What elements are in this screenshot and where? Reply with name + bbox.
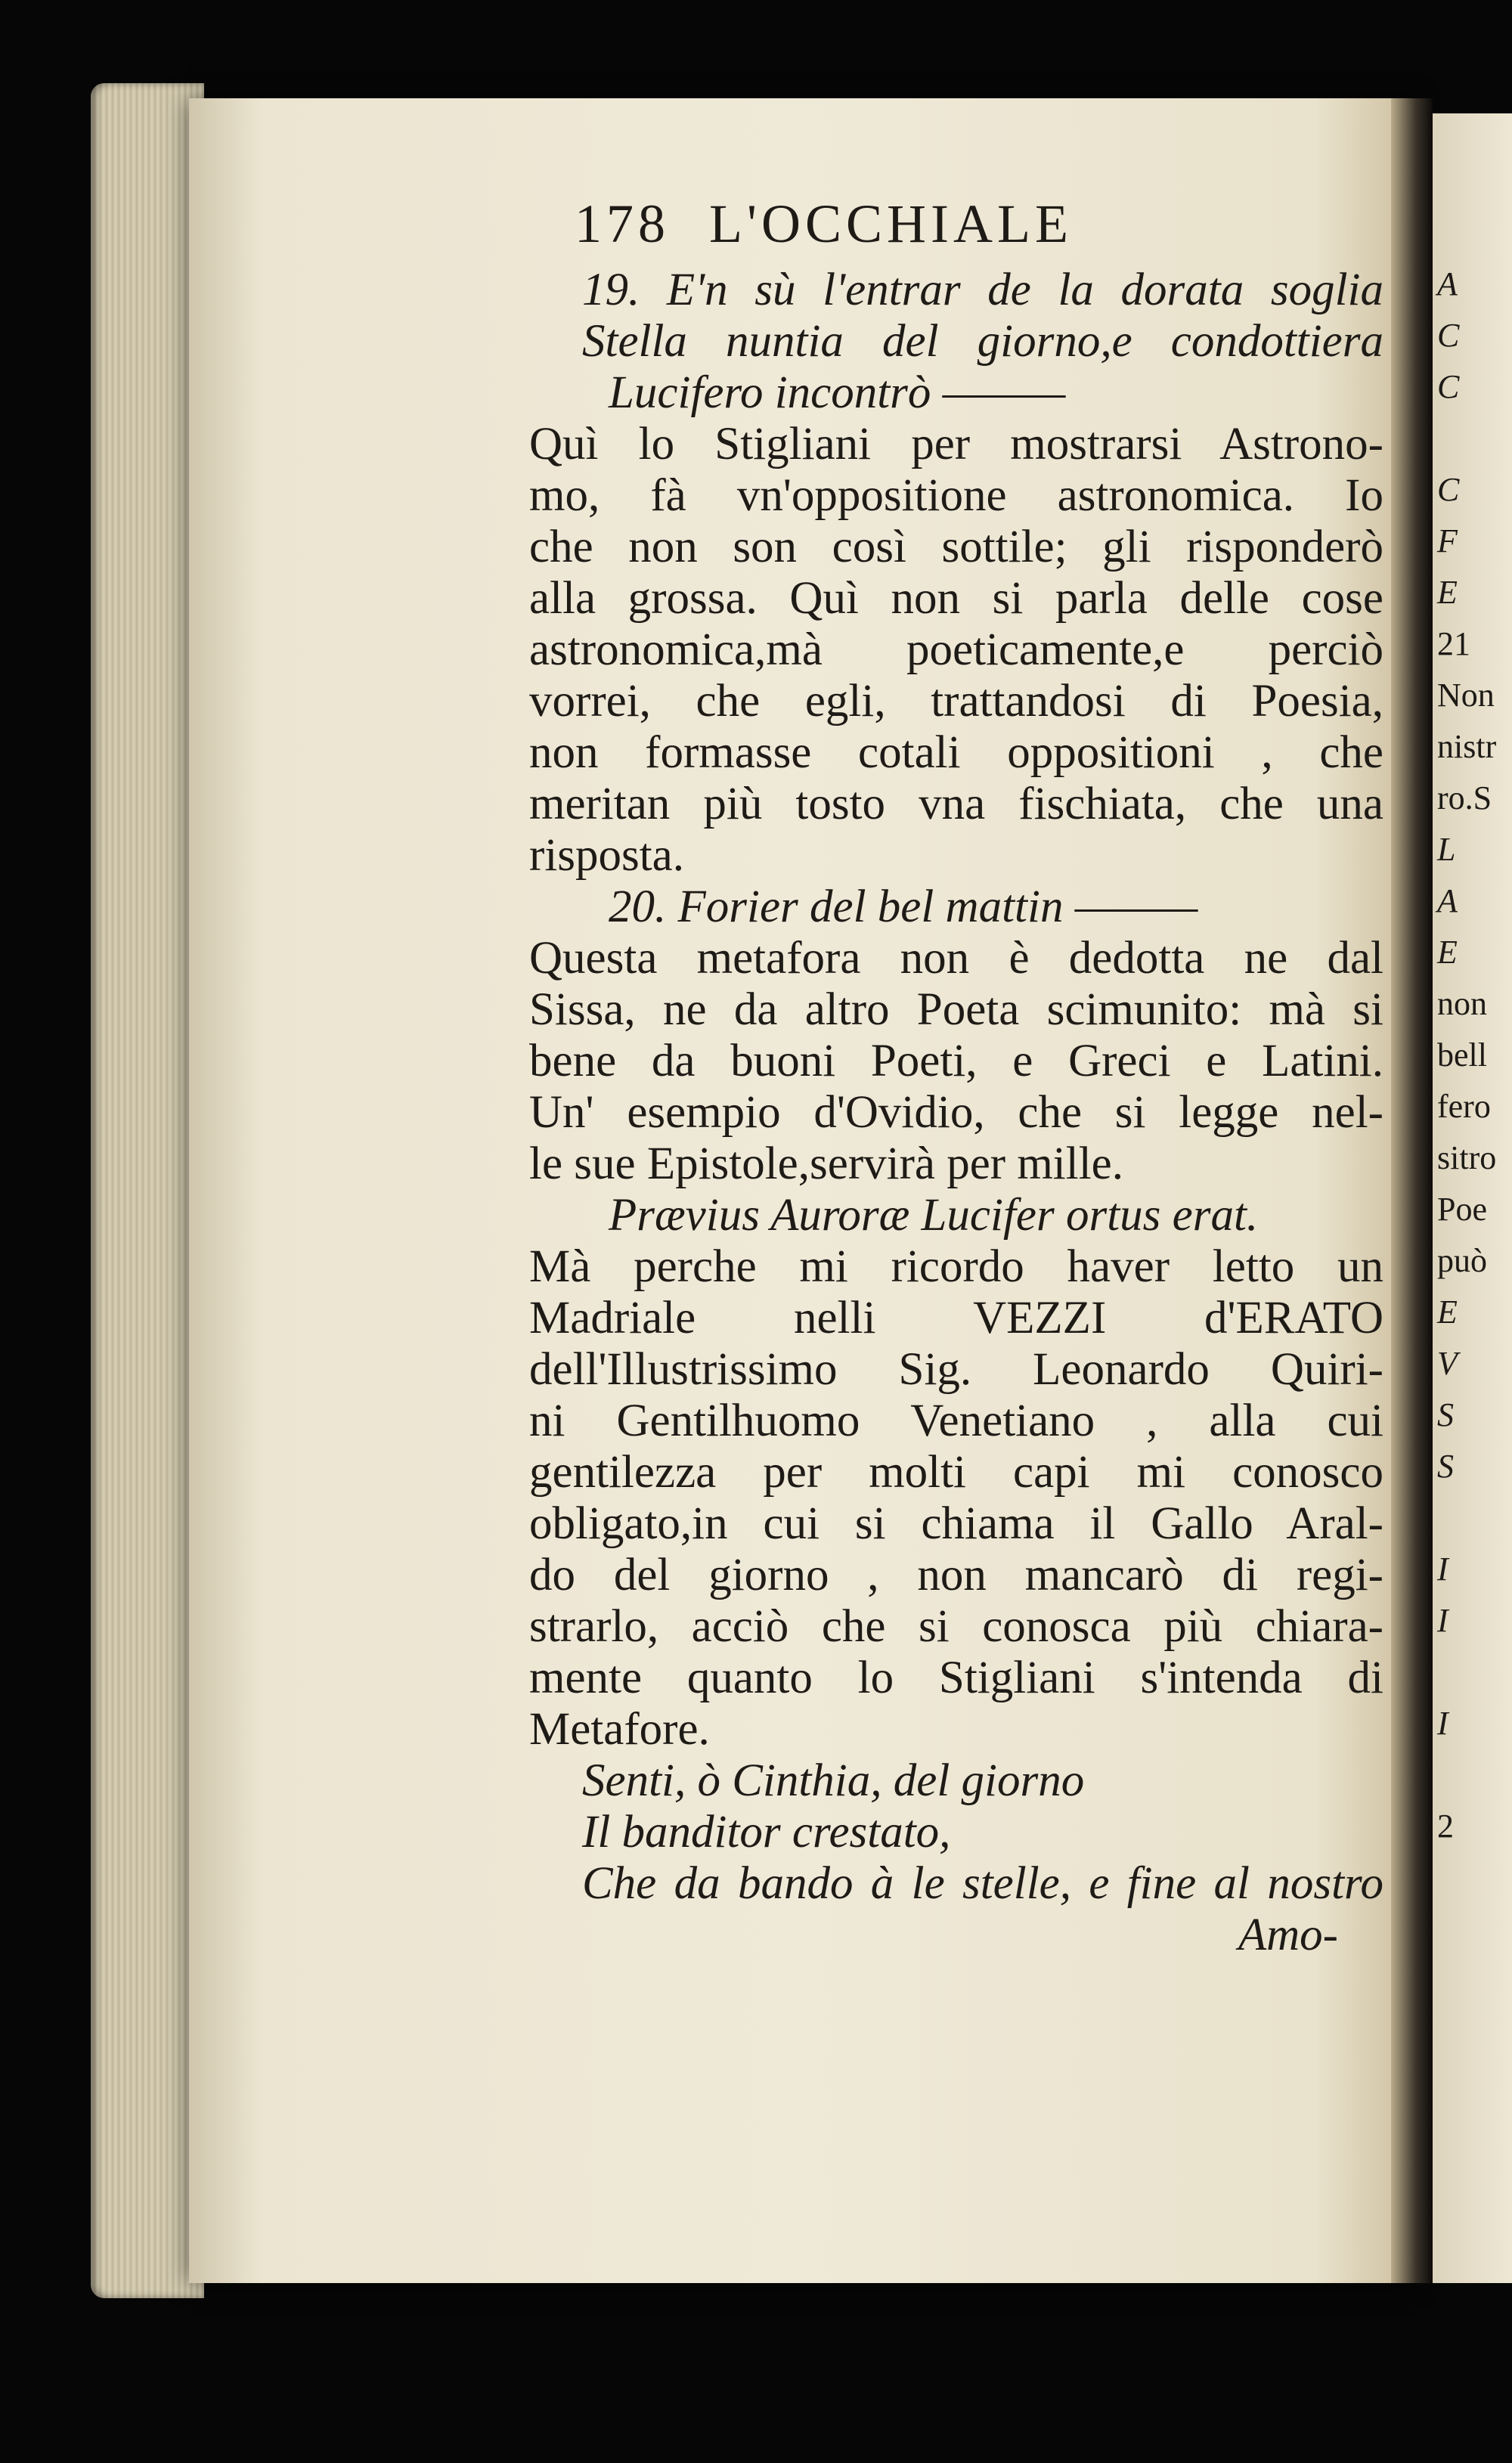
verse-line: Senti, ò Cinthia, del giorno <box>582 1755 1085 1806</box>
body-line: Questa metafora non è dedotta ne dal <box>529 933 1383 984</box>
facing-page-fragment: I <box>1437 1551 1448 1588</box>
body-line: dell'Illustrissimo Sig. Leonardo Quiri- <box>529 1344 1383 1395</box>
body-line: non formasse cotali oppositioni , che <box>529 727 1383 778</box>
body-line: mo, fà vn'oppositione astronomica. Io <box>529 470 1383 521</box>
body-line: astronomica,mà poeticamente,e perciò <box>529 624 1383 675</box>
body-line: Quì lo Stigliani per mostrarsi Astrono- <box>529 419 1383 469</box>
body-line: Sissa, ne da altro Poeta scimunito: mà si <box>529 984 1383 1035</box>
facing-page-fragment: E <box>1437 1293 1458 1331</box>
facing-page-fragment: V <box>1437 1345 1458 1382</box>
verse-line: Stella nuntia del giorno,e condottiera <box>582 316 1383 367</box>
facing-page-fragment: I <box>1437 1705 1448 1742</box>
body-line: obligato,in cui si chiama il Gallo Aral- <box>529 1498 1383 1549</box>
facing-page-fragment: A <box>1437 882 1458 919</box>
body-line: Madriale nelli VEZZI d'ERATO <box>529 1293 1383 1343</box>
page-number: 178 <box>575 194 670 254</box>
facing-page-fragment: L <box>1437 831 1456 868</box>
body-line: do del giorno , non mancarò di regi- <box>529 1550 1383 1600</box>
body-line: risposta. <box>529 830 685 881</box>
body-line: mente quanto lo Stigliani s'intenda di <box>529 1653 1383 1703</box>
body-line: bene da buoni Poeti, e Greci e Latini. <box>529 1036 1383 1086</box>
facing-page-fragment: S <box>1437 1396 1454 1433</box>
catchword: Amo- <box>1238 1910 1338 1960</box>
body-line: Mà perche mi ricordo haver letto un <box>529 1241 1383 1292</box>
facing-page-fragment: bell <box>1437 1036 1487 1073</box>
facing-page-fragment: C <box>1437 317 1460 354</box>
book-page-right <box>1433 113 1512 2283</box>
running-title: L'OCCHIALE <box>709 194 1073 254</box>
facing-page-fragment: F <box>1437 522 1458 559</box>
book-fore-edge <box>91 83 204 2298</box>
body-line: che non son così sottile; gli risponderò <box>529 522 1383 572</box>
facing-page-fragment: sitro <box>1437 1139 1497 1176</box>
verse-line: Che da bando à le stelle, e fine al nostro <box>582 1858 1383 1909</box>
facing-page-fragment: S <box>1437 1448 1454 1485</box>
body-line: vorrei, che egli, trattandosi di Poesia, <box>529 676 1383 727</box>
facing-page-fragment: può <box>1437 1242 1487 1279</box>
body-line: gentilezza per molti capi mi conosco <box>529 1447 1383 1498</box>
body-line: alla grossa. Quì non si parla delle cose <box>529 573 1383 624</box>
facing-page-fragment: nistr <box>1437 728 1497 765</box>
body-line: meritan più tosto vna fischiata, che una <box>529 779 1383 829</box>
page-text <box>529 193 1383 1961</box>
facing-page-fragment: non <box>1437 985 1487 1022</box>
facing-page-fragment: E <box>1437 574 1458 611</box>
verse-line: 19. E'n sù l'entrar de la dorata soglia <box>582 265 1383 315</box>
facing-page-fragment: Poe <box>1437 1191 1487 1228</box>
verse-line: Il banditor crestato, <box>582 1807 951 1857</box>
facing-page-fragment: C <box>1437 471 1460 508</box>
facing-page-fragment: fero <box>1437 1088 1491 1125</box>
facing-page-fragment: 2 <box>1437 1808 1454 1845</box>
body-line: strarlo, acciò che si conosca più chiara- <box>529 1601 1383 1652</box>
facing-page-fragment: Non <box>1437 677 1495 714</box>
body-line: Metafore. <box>529 1704 710 1755</box>
facing-page-fragment: A <box>1437 265 1458 302</box>
facing-page-fragment: E <box>1437 934 1458 971</box>
facing-page-fragment: 21 <box>1437 625 1470 662</box>
verse-line: Lucifero incontrò ——— <box>609 367 1066 418</box>
verse-line: 20. Forier del bel mattin ——— <box>609 881 1198 932</box>
facing-page-fragment: ro.S <box>1437 779 1492 816</box>
facing-page-fragment: C <box>1437 368 1460 405</box>
body-line: Un' esempio d'Ovidio, che si legge nel- <box>529 1087 1383 1138</box>
book-gutter <box>1391 98 1433 2283</box>
running-header <box>575 193 1383 265</box>
body-line: le sue Epistole,servirà per mille. <box>529 1139 1123 1189</box>
body-line: ni Gentilhuomo Venetiano , alla cui <box>529 1396 1383 1446</box>
quotation-line: Prævius Auroræ Lucifer ortus erat. <box>609 1190 1259 1241</box>
facing-page-fragment: I <box>1437 1602 1448 1639</box>
